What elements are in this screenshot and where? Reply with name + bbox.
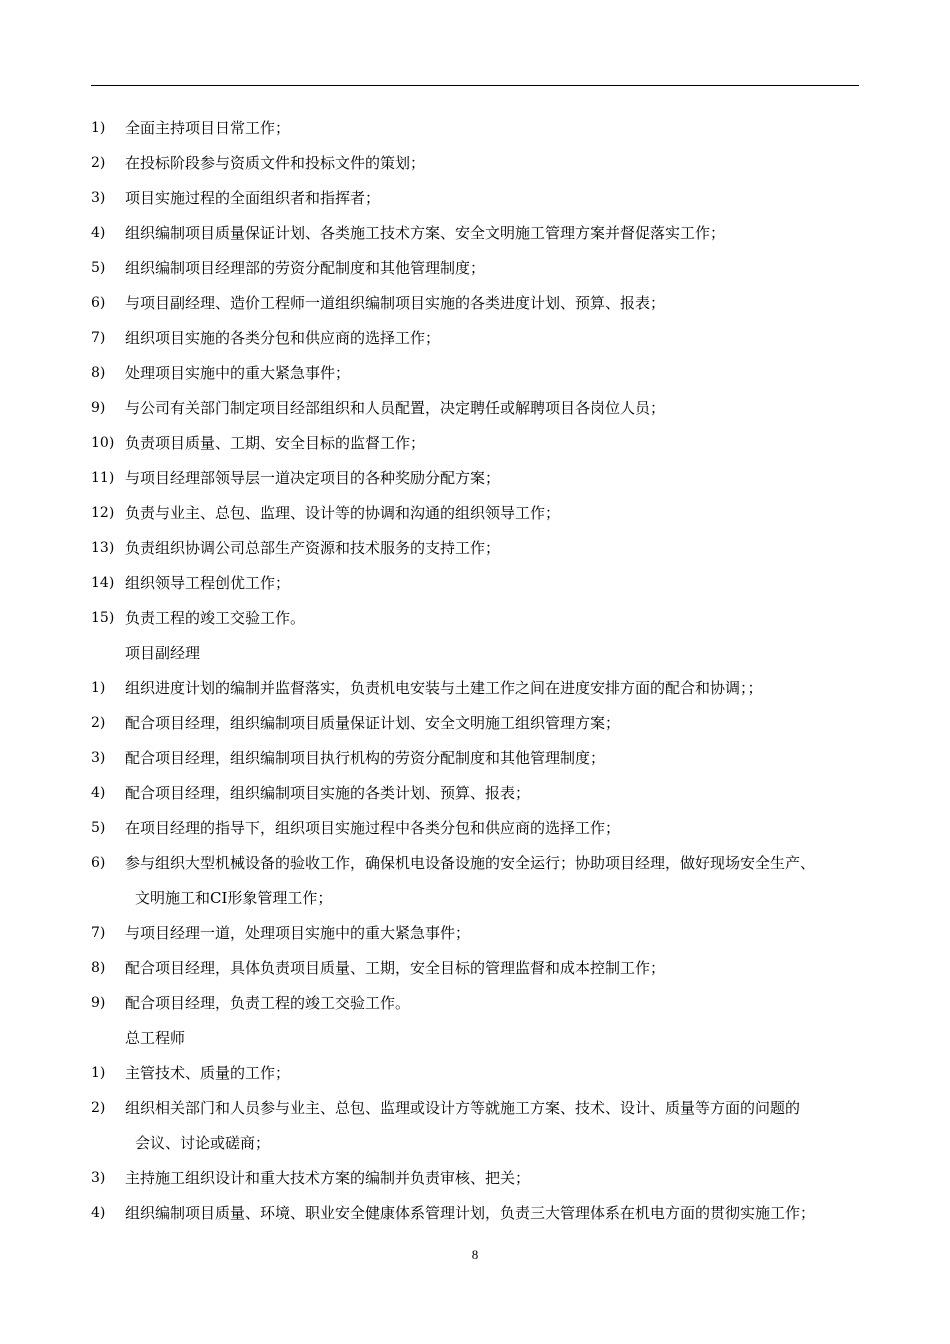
list-item	[0, 991, 950, 1026]
item-text-continuation: 会议、讨论或磋商；	[135, 1134, 271, 1152]
item-number: 3)	[91, 750, 106, 766]
item-number: 2)	[91, 1100, 106, 1116]
list-item	[0, 921, 950, 956]
item-text: 与项目副经理、造价工程师一道组织编制项目实施的各类进度计划、预算、报表；	[125, 294, 666, 312]
list-item	[0, 291, 950, 326]
item-text: 项目实施过程的全面组织者和指挥者；	[125, 189, 381, 207]
list-item	[0, 956, 950, 991]
item-text: 处理项目实施中的重大紧急事件；	[125, 364, 351, 382]
item-text: 配合项目经理，具体负责项目质量、工期，安全目标的管理监督和成本控制工作；	[125, 959, 666, 977]
section-heading-text: 总工程师	[125, 1029, 186, 1047]
page-number: 8	[471, 1247, 479, 1262]
item-number: 5)	[91, 260, 106, 276]
list-item-continuation	[0, 886, 950, 921]
item-text: 负责与业主、总包、监理、设计等的协调和沟通的组织领导工作；	[125, 504, 561, 522]
item-text: 负责工程的竣工交验工作。	[125, 609, 306, 627]
list-item	[0, 431, 950, 466]
item-number: 9)	[91, 400, 106, 416]
item-number: 11)	[91, 470, 115, 486]
list-item	[0, 606, 950, 641]
list-item	[0, 186, 950, 221]
item-text: 参与组织大型机械设备的验收工作，确保机电设备设施的安全运行；协助项目经理，做好现场安全生产、	[125, 854, 816, 872]
item-text: 在投标阶段参与资质文件和投标文件的策划；	[125, 154, 426, 172]
item-text: 在项目经理的指导下，组织项目实施过程中各类分包和供应商的选择工作；	[125, 819, 621, 837]
section-heading-deputy-manager	[0, 641, 950, 676]
item-number: 2)	[91, 155, 106, 171]
section-heading-text: 项目副经理	[125, 644, 201, 662]
list-item	[0, 711, 950, 746]
chief-engineer-duties-list	[0, 1061, 950, 1236]
item-number: 12)	[91, 505, 115, 521]
list-item	[0, 781, 950, 816]
item-number: 4)	[91, 225, 106, 241]
list-item	[0, 851, 950, 886]
item-text: 组织编制项目质量、环境、职业安全健康体系管理计划，负责三大管理体系在机电方面的贯彻实施工作；	[125, 1204, 816, 1222]
item-text: 与项目经理一道，处理项目实施中的重大紧急事件；	[125, 924, 471, 942]
list-item-continuation	[0, 1131, 950, 1166]
list-item	[0, 746, 950, 781]
item-number: 14)	[91, 575, 115, 591]
item-number: 8)	[91, 365, 106, 381]
list-item	[0, 536, 950, 571]
item-text: 组织进度计划的编制并监督落实，负责机电安装与土建工作之间在进度安排方面的配合和协调；；	[125, 679, 763, 697]
document-body	[0, 116, 950, 1236]
item-text: 组织相关部门和人员参与业主、总包、监理或设计方等就施工方案、技术、设计、质量等方面的问题的	[125, 1099, 801, 1117]
item-number: 1)	[91, 1065, 106, 1081]
item-number: 7)	[91, 925, 106, 941]
item-number: 6)	[91, 855, 106, 871]
list-item	[0, 1201, 950, 1236]
list-item	[0, 1061, 950, 1096]
item-number: 2)	[91, 715, 106, 731]
list-item	[0, 396, 950, 431]
list-item	[0, 501, 950, 536]
list-item	[0, 571, 950, 606]
list-item	[0, 116, 950, 151]
deputy-duties-list	[0, 676, 950, 1026]
item-number: 3)	[91, 190, 106, 206]
item-text-continuation: 文明施工和CI形象管理工作；	[135, 889, 333, 907]
list-item	[0, 1166, 950, 1201]
item-number: 13)	[91, 540, 115, 556]
item-text: 组织领导工程创优工作；	[125, 574, 291, 592]
list-item	[0, 326, 950, 361]
list-item	[0, 256, 950, 291]
item-text: 与公司有关部门制定项目经部组织和人员配置，决定聘任或解聘项目各岗位人员；	[125, 399, 666, 417]
list-item	[0, 1096, 950, 1131]
item-number: 6)	[91, 295, 106, 311]
item-number: 1)	[91, 680, 106, 696]
item-text: 组织编制项目质量保证计划、各类施工技术方案、安全文明施工管理方案并督促落实工作；	[125, 224, 726, 242]
item-text: 主持施工组织设计和重大技术方案的编制并负责审核、把关；	[125, 1169, 531, 1187]
item-text: 组织项目实施的各类分包和供应商的选择工作；	[125, 329, 441, 347]
item-text: 与项目经理部领导层一道决定项目的各种奖励分配方案；	[125, 469, 501, 487]
pm-duties-list	[0, 116, 950, 641]
item-text: 组织编制项目经理部的劳资分配制度和其他管理制度；	[125, 259, 486, 277]
list-item	[0, 676, 950, 711]
list-item	[0, 361, 950, 396]
item-number: 4)	[91, 785, 106, 801]
item-number: 3)	[91, 1170, 106, 1186]
item-number: 9)	[91, 995, 106, 1011]
item-text: 配合项目经理，组织编制项目实施的各类计划、预算、报表；	[125, 784, 531, 802]
list-item	[0, 466, 950, 501]
item-text: 配合项目经理，组织编制项目质量保证计划、安全文明施工组织管理方案；	[125, 714, 621, 732]
item-text: 主管技术、质量的工作；	[125, 1064, 291, 1082]
list-item	[0, 816, 950, 851]
list-item	[0, 221, 950, 256]
item-number: 1)	[91, 120, 106, 136]
item-text: 配合项目经理，负责工程的竣工交验工作。	[125, 994, 411, 1012]
item-number: 15)	[91, 610, 115, 626]
item-number: 4)	[91, 1205, 106, 1221]
item-text: 全面主持项目日常工作；	[125, 119, 291, 137]
section-heading-chief-engineer	[0, 1026, 950, 1061]
item-text: 配合项目经理，组织编制项目执行机构的劳资分配制度和其他管理制度；	[125, 749, 606, 767]
header-rule	[91, 85, 859, 86]
item-text: 负责项目质量、工期、安全目标的监督工作；	[125, 434, 426, 452]
list-item	[0, 151, 950, 186]
item-number: 8)	[91, 960, 106, 976]
item-number: 5)	[91, 820, 106, 836]
item-text: 负责组织协调公司总部生产资源和技术服务的支持工作；	[125, 539, 501, 557]
item-number: 10)	[91, 435, 115, 451]
item-number: 7)	[91, 330, 106, 346]
